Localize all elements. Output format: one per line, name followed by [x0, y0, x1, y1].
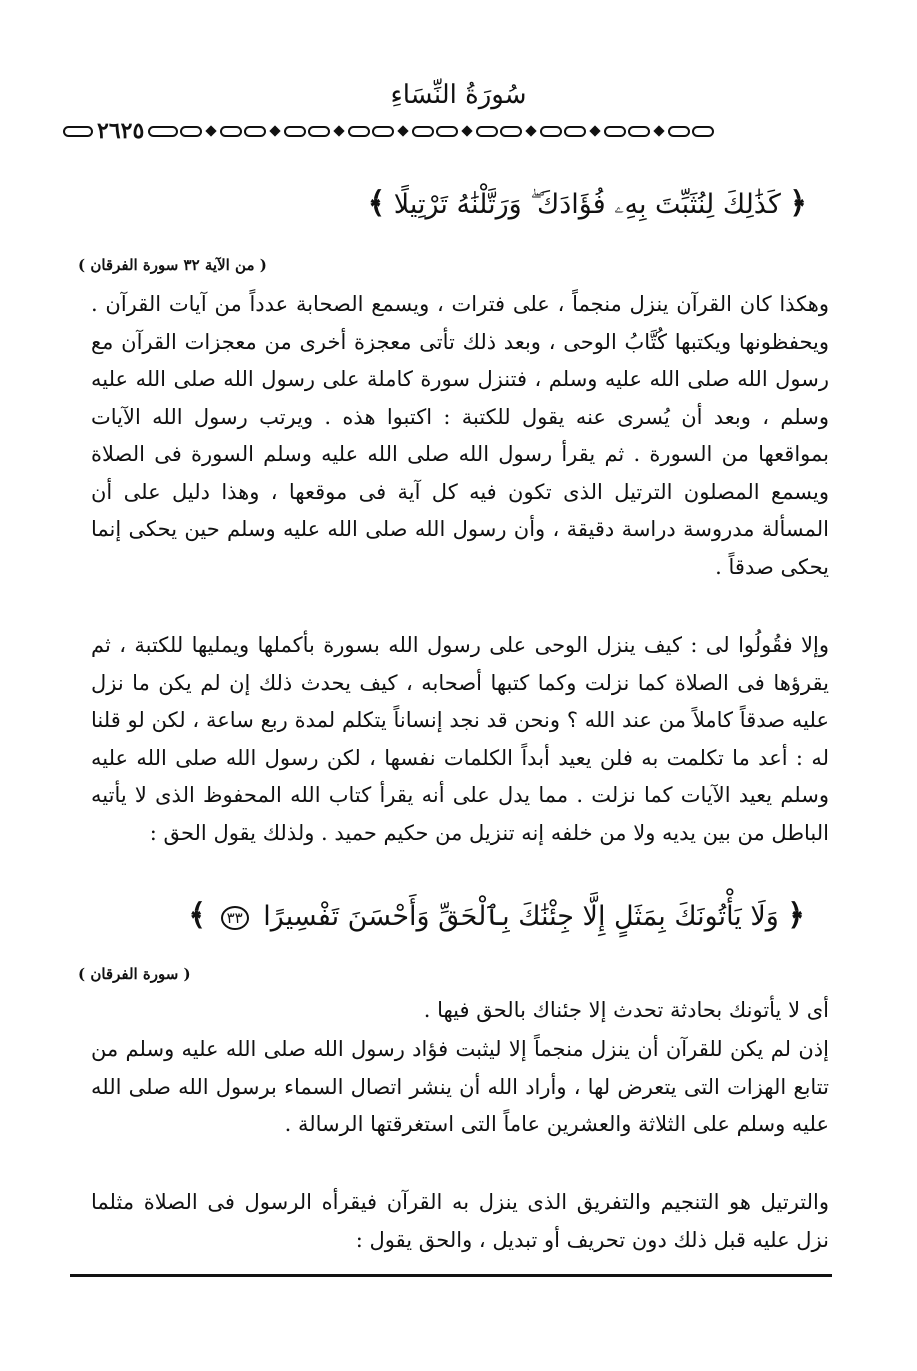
ornament-oval [372, 126, 394, 137]
ornament-oval [540, 126, 562, 137]
verse-1-reference: ( من الآية ٣٢ سورة الفرقان ) [78, 256, 267, 274]
paragraph-4: إذن لم يكن للقرآن أن ينزل منجماً إلا ليثبت فؤاد رسول الله صلى الله عليه وسلم من تتابع الهزات التى يتعرض لها ، وأراد الله أن ينشر اتصال السماء برسول الله صلى الله عليه وسلم على الثلاثة والعشرين عاماً التى استغرقتها الرسالة . [91, 1037, 829, 1136]
ornament-diamond [590, 125, 601, 136]
verse-2-reference: ( سورة الفرقان ) [78, 965, 191, 983]
ornament-oval [220, 126, 242, 137]
ornament-oval [668, 126, 690, 137]
ornament-oval [412, 126, 434, 137]
ornament-oval [63, 126, 93, 137]
page-number: ٢٦٢٥ [97, 118, 145, 144]
surah-title: سُورَةُ النِّسَاءِ [390, 80, 527, 110]
paragraph-1: وهكذا كان القرآن ينزل منجماً ، على فترات ، ويسمع الصحابة عدداً من آيات القرآن . ويحفظونها ويكتبها كُتَّابُ الوحى ، وبعد ذلك تأتى معجزة أخرى من معجزات القرآن مع رسول الله صلى الله عليه وسلم ، فتنزل سورة كاملة على رسول الله صلى الله عليه وسلم ، وبعد أن يُسرى عنه يقول للكتبة : اكتبوا هذه . ويرتب رسول الله الآيات بمواقعها من السورة . ثم يقرأ رسول الله صلى الله عليه وسلم السورة فى الصلاة ويسمع المصلون الترتيل الذى تكون فيه كل آية فى موقعها ، وهذا دليل على أن المسألة مدروسة دراسة دقيقة ، وأن رسول الله صلى الله عليه وسلم حين يحكى إنما يحكى صدقاً . [91, 292, 830, 579]
ornament-oval [628, 126, 650, 137]
verse-text: كَذَٰلِكَ لِنُثَبِّتَ بِهِۦ فُؤَادَكَ ۖ وَرَتَّلْنَٰهُ تَرْتِيلًا [393, 189, 781, 220]
ornament-oval [564, 126, 586, 137]
paragraph-5: والترتيل هو التنجيم والتفريق الذى ينزل به القرآن فيقرأه الرسول فى الصلاة مثلما نزل عليه قبل ذلك دون تحريف أو تبديل ، والحق يقول : [91, 1190, 829, 1252]
ornament-diamond [334, 125, 345, 136]
ornament-diamond [526, 125, 537, 136]
ornament-oval [308, 126, 330, 137]
ornament-oval [476, 126, 498, 137]
verse-text: وَلَا يَأْتُونَكَ بِمَثَلٍ إِلَّا جِئْنَٰكَ بِٱلْحَقِّ وَأَحْسَنَ تَفْسِيرًا [263, 901, 779, 932]
ornament-diamond [270, 125, 281, 136]
ornament-diamond [462, 125, 473, 136]
ornament-oval [500, 126, 522, 137]
ornament-oval [148, 126, 178, 137]
ayah-number-marker: ٣٣ [221, 906, 249, 930]
quran-verse-1 [368, 186, 807, 221]
paragraph-3: أى لا يأتونك بحادثة تحدث إلا جئناك بالحق فيها . [423, 998, 829, 1022]
ornament-diamond [206, 125, 217, 136]
ornament-oval [348, 126, 370, 137]
verse-close-bracket: ﴾ [188, 898, 206, 933]
verse-open-bracket: ﴿ [789, 186, 807, 221]
verse-close-bracket: ﴾ [367, 186, 386, 221]
ornament-oval [436, 126, 458, 137]
verse-open-bracket: ﴿ [787, 898, 805, 933]
ornament-diamond [398, 125, 409, 136]
bottom-rule [70, 1274, 832, 1277]
ornament-diamond [654, 125, 665, 136]
paragraph-2: وإلا فقُولُوا لى : كيف ينزل الوحى على رسول الله بسورة بأكملها ويمليها للكتبة ، ثم يقرؤها فى الصلاة كما نزلت وكما كتبها أصحابه ، كيف يحدث ذلك إن لم يكن ما نزل عليه صدقاً كاملاً من عند الله ؟ ونحن قد نجد إنساناً يتكلم لمدة ربع ساعة ، لكن لو قلنا له : أعد ما تكلمت به فلن يعيد أبداً الكلمات نفسها ، لكن رسول الله صلى الله عليه وسلم يعيد الآيات كما نزلت . مما يدل على أنه يقرأ كتاب الله المحفوظ الذى لا يأتيه الباطل من بين يديه ولا من خلفه إنه تنزيل من حكيم حميد . ولذلك يقول الحق : [91, 633, 829, 845]
header-ornament-border [62, 118, 836, 144]
ornament-oval [180, 126, 202, 137]
ornament-oval [244, 126, 266, 137]
ornament-oval [284, 126, 306, 137]
ornament-oval [692, 126, 714, 137]
ornament-oval [604, 126, 626, 137]
quran-verse-2 [188, 898, 805, 933]
